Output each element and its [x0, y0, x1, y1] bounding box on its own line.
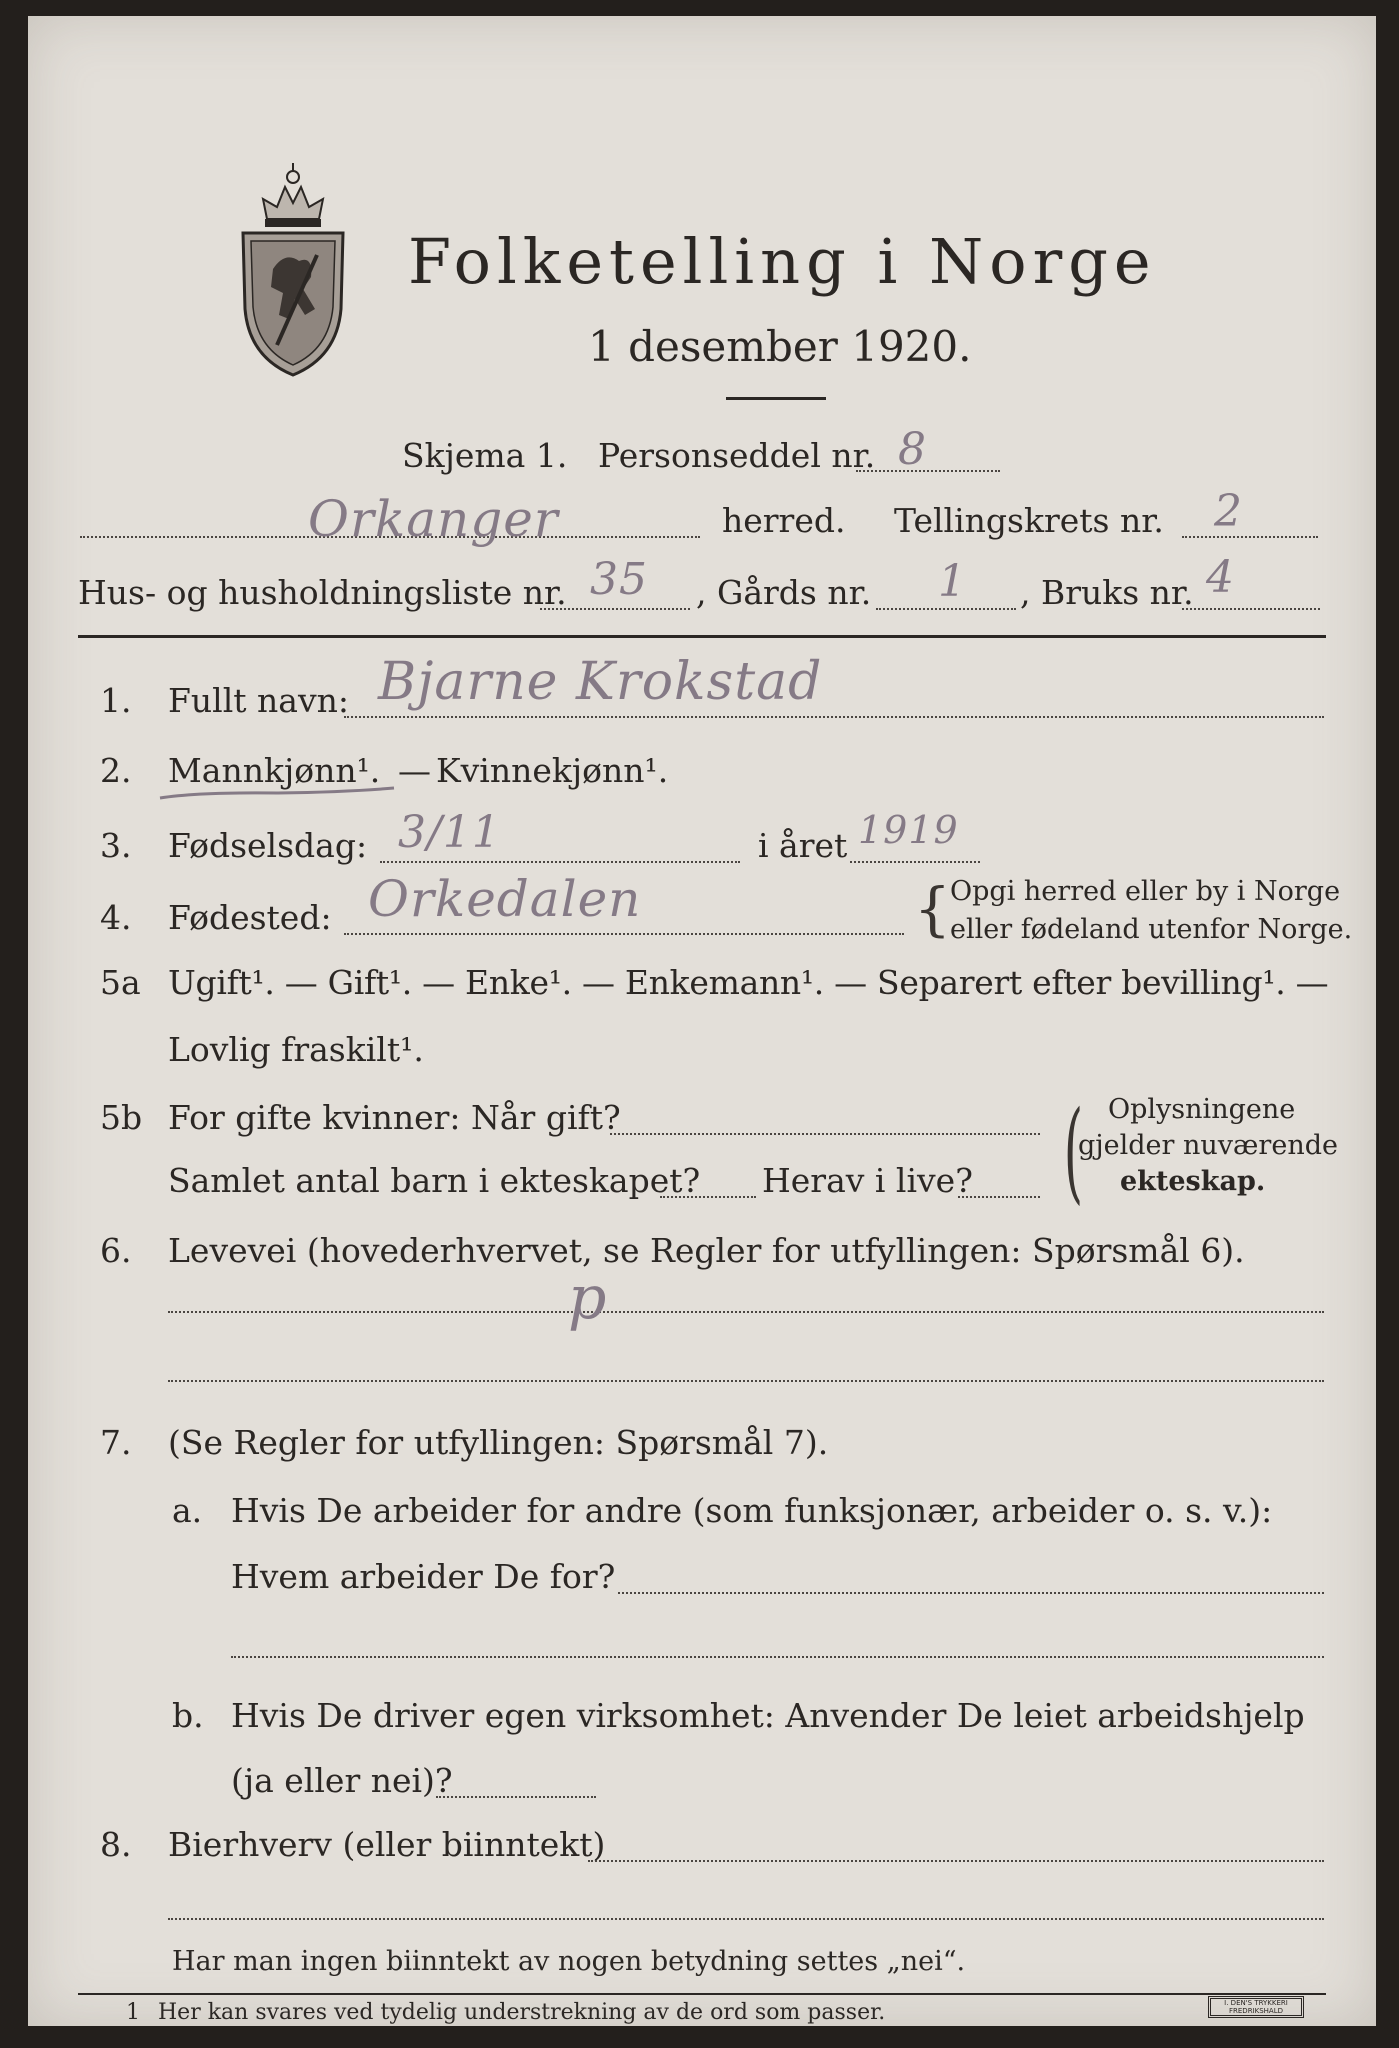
hus-line	[540, 608, 690, 610]
q5b-line2b: Herav i live?	[762, 1161, 973, 1200]
hus-label: Hus- og husholdningsliste nr.	[78, 573, 567, 612]
q5b-alive-line	[958, 1196, 1040, 1198]
gards-line	[876, 608, 1016, 610]
q1-line	[344, 716, 1324, 718]
q5a-options-line1: Ugift¹. — Gift¹. — Enke¹. — Enkemann¹. — Separert efter bevilling¹. —	[168, 963, 1329, 1002]
q7a-line2: Hvem arbeider De for?	[231, 1557, 616, 1596]
footnote-text: Her kan svares ved tydelig understrekning av de ord som passer.	[158, 2000, 886, 2025]
q4-brace: {	[914, 875, 951, 943]
title-divider	[726, 397, 826, 400]
q7a-employer-line2	[231, 1656, 1324, 1658]
q4-label: Fødested:	[168, 898, 332, 937]
q4-value: Orkedalen	[368, 870, 642, 928]
personseddel-line	[856, 470, 1000, 472]
q8-number: 8.	[100, 1825, 132, 1864]
q3-year-label: i året	[758, 826, 848, 865]
q4-line	[344, 933, 904, 935]
q2-separator: —	[398, 751, 431, 790]
footnote-number: 1	[126, 2000, 140, 2025]
q8-label: Bierhverv (eller biinntekt)	[168, 1825, 606, 1864]
tellingskrets-line	[1182, 536, 1318, 538]
footer-note: Har man ingen biinntekt av nogen betydning settes „nei“.	[172, 1946, 966, 1977]
herred-label: herred.	[722, 501, 846, 540]
q3-value: 3/11	[398, 807, 501, 858]
personseddel-label: Personseddel nr.	[598, 436, 876, 475]
schema-label: Skjema 1.	[402, 436, 568, 475]
footnote-divider	[78, 1993, 1326, 1995]
q3-year-line	[850, 861, 980, 863]
q5b-note-line1: Oplysningene	[1108, 1094, 1296, 1125]
q1-number: 1.	[100, 681, 132, 720]
q5b-children-line	[660, 1196, 756, 1198]
form-title: Folketelling i Norge	[408, 225, 1157, 298]
bruks-value: 4	[1206, 552, 1235, 603]
q5a-options-line2: Lovlig fraskilt¹.	[168, 1030, 424, 1069]
q5b-note-line2: gjelder nuværende	[1078, 1130, 1338, 1161]
q7b-line1: Hvis De driver egen virksomhet: Anvender De leiet arbeidshjelp	[231, 1696, 1305, 1735]
q7-label: (Se Regler for utfyllingen: Spørsmål 7).	[168, 1423, 829, 1462]
q7b-letter: b.	[172, 1696, 204, 1735]
personseddel-value: 8	[898, 424, 927, 475]
q2-male-underline	[158, 784, 398, 804]
printer-mark	[1208, 1996, 1304, 2018]
census-form	[28, 16, 1376, 2026]
q3-label: Fødselsdag:	[168, 826, 368, 865]
q5b-brace-left: (	[1063, 1087, 1084, 1215]
q1-value: Bjarne Krokstad	[378, 652, 823, 712]
q3-line	[380, 861, 740, 863]
printer-mark-text: I. DEN'S TRYKKERI FREDRIKSHALD	[1224, 1999, 1288, 2015]
q6-line1	[168, 1311, 1324, 1313]
tellingskrets-value: 2	[1214, 486, 1243, 537]
q6-label: Levevei (hovederhvervet, se Regler for utfyllingen: Spørsmål 6).	[168, 1231, 1245, 1270]
q2-number: 2.	[100, 751, 132, 790]
q7-number: 7.	[100, 1423, 132, 1462]
q2-male-option: Mannkjønn¹.	[168, 751, 381, 790]
q3-year-value: 1919	[858, 808, 959, 852]
q5a-number: 5a	[100, 963, 141, 1002]
q7a-line1: Hvis De arbeider for andre (som funksjonær, arbeider o. s. v.):	[231, 1491, 1273, 1530]
coat-of-arms-icon	[233, 159, 353, 379]
q5b-note-line3: ekteskap.	[1120, 1166, 1266, 1197]
tellingskrets-label: Tellingskrets nr.	[894, 501, 1164, 540]
q6-number: 6.	[100, 1231, 132, 1270]
bruks-line	[1182, 608, 1320, 610]
bruks-label: , Bruks nr.	[1020, 573, 1194, 612]
q7a-employer-line1	[618, 1592, 1324, 1594]
gards-label: , Gårds nr.	[696, 573, 872, 612]
q7b-line2: (ja eller nei)?	[231, 1761, 453, 1800]
q6-value: p	[568, 1263, 608, 1333]
q5b-number: 5b	[100, 1098, 143, 1137]
q4-note-line2: eller fødeland utenfor Norge.	[950, 914, 1353, 945]
q2-female-option: Kvinnekjønn¹.	[436, 751, 669, 790]
census-date: 1 desember 1920.	[588, 322, 972, 371]
q5b-line1: For gifte kvinner: Når gift?	[168, 1098, 621, 1137]
herred-value: Orkanger	[308, 490, 559, 548]
q8-line2	[168, 1918, 1324, 1920]
q4-number: 4.	[100, 898, 132, 937]
header-divider	[78, 635, 1326, 638]
q5b-line2a: Samlet antal barn i ekteskapet?	[168, 1161, 701, 1200]
q1-label: Fullt navn:	[168, 681, 349, 720]
q8-line1	[588, 1860, 1324, 1862]
q3-number: 3.	[100, 826, 132, 865]
q7a-letter: a.	[172, 1491, 203, 1530]
q4-note-line1: Opgi herred eller by i Norge	[950, 876, 1341, 907]
hus-value: 35	[590, 554, 648, 605]
q7b-answer-line	[436, 1796, 596, 1798]
q6-line2	[168, 1380, 1324, 1382]
q5b-married-line	[610, 1133, 1040, 1135]
gards-value: 1	[938, 556, 967, 607]
